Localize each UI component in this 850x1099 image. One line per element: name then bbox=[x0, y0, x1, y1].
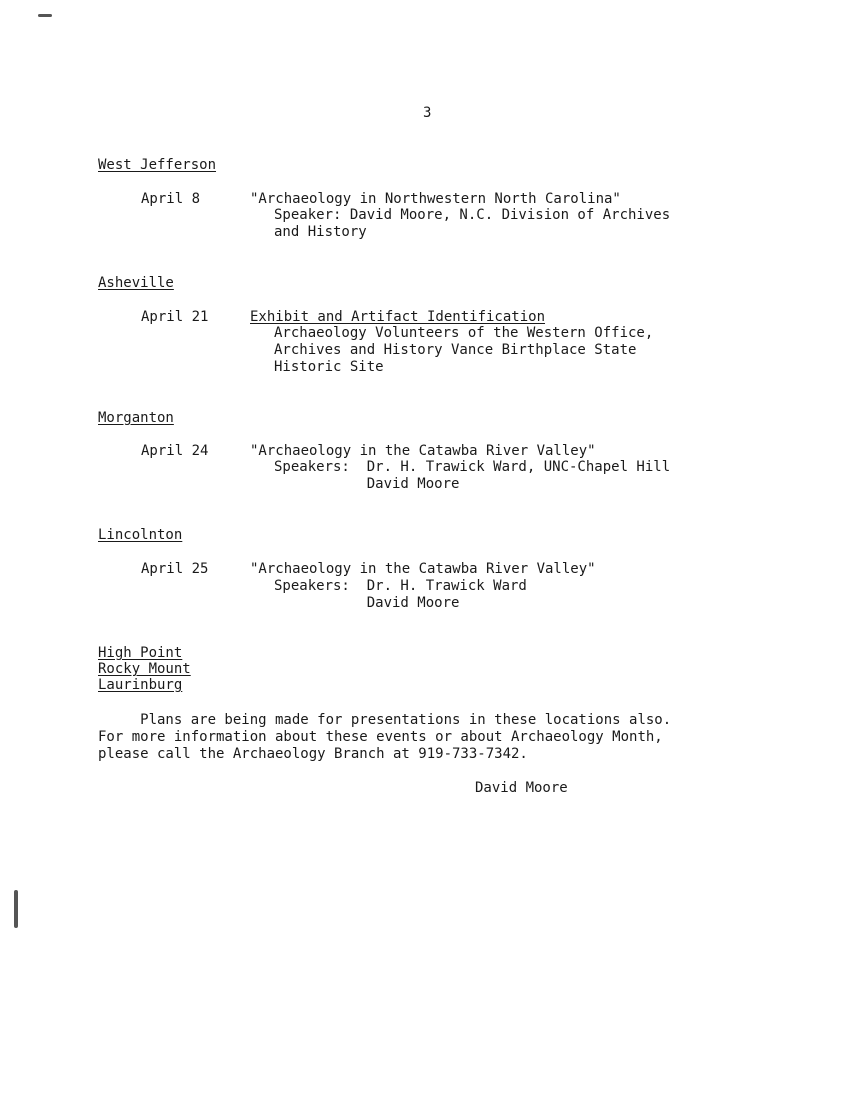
page-number: 3 bbox=[423, 105, 432, 121]
scan-speck bbox=[38, 14, 52, 17]
location-heading: Lincolnton bbox=[98, 527, 183, 543]
event-title: Exhibit and Artifact Identification bbox=[250, 309, 546, 325]
event-title: "Archaeology in the Catawba River Valley" bbox=[250, 443, 596, 459]
event-detail: Speakers: Dr. H. Trawick Ward, UNC-Chapel Hill bbox=[274, 459, 671, 475]
event-date: April 8 bbox=[141, 191, 201, 207]
event-detail: Speakers: Dr. H. Trawick Ward bbox=[274, 578, 527, 594]
event-detail: David Moore bbox=[274, 476, 460, 492]
signature: David Moore bbox=[475, 780, 568, 796]
location-heading: Rocky Mount bbox=[98, 661, 191, 677]
paragraph-line: Plans are being made for presentations in these locations also. bbox=[98, 712, 672, 728]
location-heading: West Jefferson bbox=[98, 157, 217, 173]
event-date: April 25 bbox=[141, 561, 209, 577]
paragraph-line: please call the Archaeology Branch at 919-733-7342. bbox=[98, 746, 528, 762]
location-heading: High Point bbox=[98, 645, 183, 661]
event-title: "Archaeology in the Catawba River Valley" bbox=[250, 561, 596, 577]
location-heading: Laurinburg bbox=[98, 677, 183, 693]
event-detail: Archaeology Volunteers of the Western Office, bbox=[274, 325, 654, 341]
event-date: April 24 bbox=[141, 443, 209, 459]
event-detail: Speaker: David Moore, N.C. Division of Archives bbox=[274, 207, 671, 223]
location-heading: Morganton bbox=[98, 410, 174, 426]
paragraph-line: For more information about these events or about Archaeology Month, bbox=[98, 729, 663, 745]
scan-speck bbox=[14, 890, 18, 928]
location-heading: Asheville bbox=[98, 275, 174, 291]
event-detail: and History bbox=[274, 224, 367, 240]
event-detail: Historic Site bbox=[274, 359, 384, 375]
event-title: "Archaeology in Northwestern North Carolina" bbox=[250, 191, 621, 207]
event-date: April 21 bbox=[141, 309, 209, 325]
event-detail: David Moore bbox=[274, 595, 460, 611]
event-detail: Archives and History Vance Birthplace State bbox=[274, 342, 637, 358]
